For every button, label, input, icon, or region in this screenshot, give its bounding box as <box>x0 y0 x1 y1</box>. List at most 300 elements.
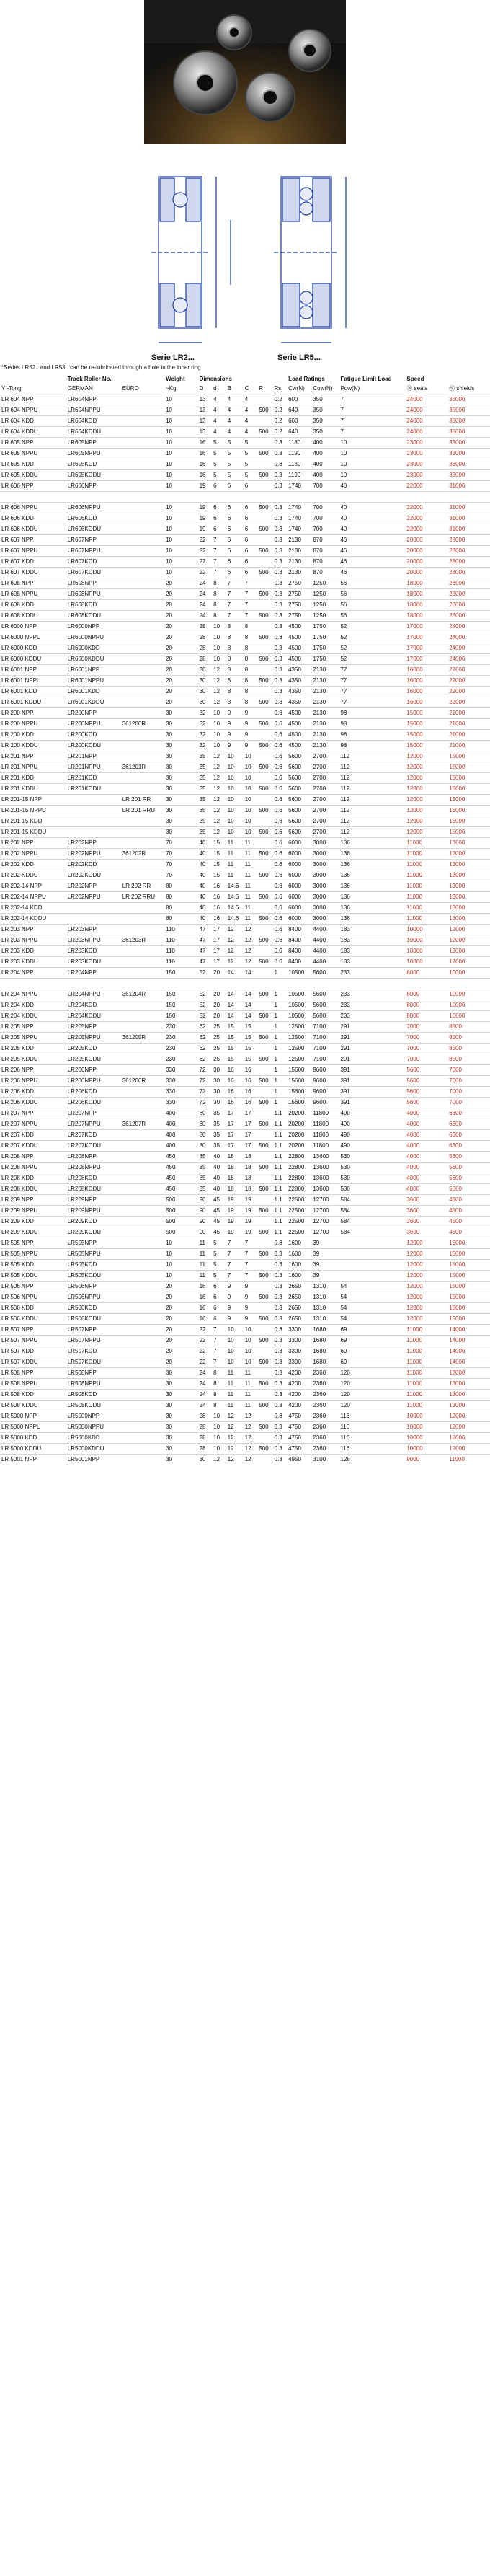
cell-cw: 22500 <box>287 1216 311 1227</box>
cell-german <box>66 491 121 502</box>
col-group-speed: Speed <box>406 375 424 382</box>
cell-b: 18 <box>226 1183 244 1194</box>
cell-speed-shields: 15000 <box>447 805 490 816</box>
cell-euro <box>121 394 164 405</box>
cell-d-inner: 30 <box>212 1086 226 1097</box>
cell-german: LR5000KDD <box>66 1432 121 1443</box>
cell-d-outer: 22 <box>198 534 213 545</box>
cell-german: LR604NPPU <box>66 405 121 415</box>
cell-weight: 230 <box>164 1021 198 1032</box>
cell-euro: 361206R <box>121 1075 164 1086</box>
cell-rs: 0.3 <box>273 1259 288 1270</box>
cell-speed-shields: 22000 <box>447 686 490 697</box>
cell-pow: 112 <box>339 762 405 772</box>
cell-r <box>257 513 272 524</box>
cell-cow: 5600 <box>311 989 339 1000</box>
cell-d-inner: 10 <box>212 643 226 653</box>
cell-euro: 361207R <box>121 1119 164 1129</box>
cell-b: 16 <box>226 1097 244 1108</box>
cell-speed-seals: 5600 <box>405 1086 447 1097</box>
cell-speed-shields: 28000 <box>447 545 490 556</box>
cell-c: 7 <box>244 1259 258 1270</box>
cell-b: 10 <box>226 794 244 805</box>
cell-pow <box>339 1270 405 1281</box>
cell-pow: 490 <box>339 1119 405 1129</box>
cell-pow: 98 <box>339 718 405 729</box>
cell-rs: 0.2 <box>273 426 288 437</box>
cell-euro <box>121 545 164 556</box>
cell-german: LR604NPP <box>66 394 121 405</box>
cell-b <box>226 491 244 502</box>
cell-b: 12 <box>226 1432 244 1443</box>
cell-c: 5 <box>244 437 258 448</box>
cell-weight: 30 <box>164 740 198 751</box>
cell-d-outer: 72 <box>198 1086 213 1097</box>
cell-rs: 0.6 <box>273 751 288 762</box>
cell-d-outer: 11 <box>198 1238 213 1248</box>
cell-speed-seals: 5600 <box>405 1064 447 1075</box>
cell-yitong: LR 507 NPP <box>0 1324 66 1335</box>
cell-euro <box>121 1324 164 1335</box>
cell-speed-seals: 11000 <box>405 881 447 891</box>
cell-r <box>257 794 272 805</box>
cell-weight: 30 <box>164 1400 198 1411</box>
cell-b: 18 <box>226 1151 244 1162</box>
cell-r: 500 <box>257 469 272 480</box>
cell-r <box>257 599 272 610</box>
cell-r: 500 <box>257 1400 272 1411</box>
cell-d-outer: 19 <box>198 524 213 534</box>
cell-d-outer: 30 <box>198 686 213 697</box>
cell-rs: 0.3 <box>273 1411 288 1421</box>
cell-d-inner: 40 <box>212 1183 226 1194</box>
cell-yitong: LR 605 KDD <box>0 459 66 469</box>
table-row <box>0 664 490 675</box>
cell-b: 15 <box>226 1054 244 1064</box>
cell-cow: 11800 <box>311 1108 339 1119</box>
cell-d-outer: 24 <box>198 578 213 588</box>
cell-pow: 56 <box>339 599 405 610</box>
cell-d-outer: 24 <box>198 1378 213 1389</box>
cell-euro <box>121 1173 164 1183</box>
cell-speed-seals: 12000 <box>405 1238 447 1248</box>
cell-d-inner: 8 <box>212 1389 226 1400</box>
cell-yitong: LR 508 KDD <box>0 1389 66 1400</box>
cell-cow: 3000 <box>311 870 339 881</box>
cell-speed-shields: 12000 <box>447 945 490 956</box>
cell-b: 6 <box>226 545 244 556</box>
cell-cow: 700 <box>311 513 339 524</box>
cell-speed-shields: 15000 <box>447 1270 490 1281</box>
table-row <box>0 459 490 469</box>
cell-d-outer: 32 <box>198 707 213 718</box>
cell-cw: 12500 <box>287 1021 311 1032</box>
cell-d-outer: 35 <box>198 816 213 826</box>
cell-b: 18 <box>226 1173 244 1183</box>
cell-d-outer: 22 <box>198 1346 213 1357</box>
cell-euro <box>121 707 164 718</box>
cell-weight: 30 <box>164 1367 198 1378</box>
table-row <box>0 1064 490 1075</box>
cell-rs: 0.3 <box>273 1292 288 1302</box>
cell-c: 10 <box>244 805 258 816</box>
table-row <box>0 643 490 653</box>
cell-c: 11 <box>244 891 258 902</box>
cell-d-inner: 45 <box>212 1205 226 1216</box>
cell-pow: 291 <box>339 1032 405 1043</box>
cell-d-outer: 40 <box>198 902 213 913</box>
cell-d-outer: 28 <box>198 643 213 653</box>
cell-r: 500 <box>257 1227 272 1238</box>
cell-yitong: LR 5000 NPPU <box>0 1421 66 1432</box>
cell-d-inner: 12 <box>212 762 226 772</box>
cell-euro <box>121 1346 164 1357</box>
cell-c: 7 <box>244 1238 258 1248</box>
table-row <box>0 448 490 459</box>
cell-d-outer: 16 <box>198 1281 213 1292</box>
cell-speed-seals: 16000 <box>405 686 447 697</box>
cell-weight: 110 <box>164 945 198 956</box>
cell-b: 6 <box>226 556 244 567</box>
cell-yitong: LR 604 KDDU <box>0 426 66 437</box>
cell-pow: 10 <box>339 469 405 480</box>
cell-yitong: LR 202 NPPU <box>0 848 66 859</box>
cell-cow: 3000 <box>311 891 339 902</box>
cell-pow: 584 <box>339 1205 405 1216</box>
cell-r <box>257 967 272 978</box>
cell-euro <box>121 469 164 480</box>
table-row <box>0 1021 490 1032</box>
cell-yitong: LR 607 KDD <box>0 556 66 567</box>
cell-speed-seals: 24000 <box>405 394 447 405</box>
cell-d-outer: 40 <box>198 881 213 891</box>
cell-pow: 530 <box>339 1162 405 1173</box>
cell-r: 500 <box>257 1378 272 1389</box>
cell-euro <box>121 816 164 826</box>
cell-german: LR204KDD <box>66 1000 121 1010</box>
cell-cow: 2360 <box>311 1411 339 1421</box>
cell-d-inner: 4 <box>212 405 226 415</box>
cell-weight: 70 <box>164 848 198 859</box>
cell-yitong: LR 605 NPPU <box>0 448 66 459</box>
table-row <box>0 1443 490 1454</box>
cell-cw: 12500 <box>287 1043 311 1054</box>
cell-c: 6 <box>244 545 258 556</box>
cell-rs <box>273 491 288 502</box>
cell-yitong: LR 6000 KDD <box>0 643 66 653</box>
cell-speed-seals: 17000 <box>405 643 447 653</box>
cell-c: 10 <box>244 1357 258 1367</box>
cell-r <box>257 772 272 783</box>
cell-cow: 2360 <box>311 1367 339 1378</box>
cell-d-outer: 80 <box>198 1129 213 1140</box>
cell-rs: 0.3 <box>273 1357 288 1367</box>
cell-d-outer: 24 <box>198 610 213 621</box>
cell-yitong <box>0 491 66 502</box>
cell-b: 10 <box>226 1357 244 1367</box>
cell-weight: 30 <box>164 1421 198 1432</box>
cell-speed-seals: 24000 <box>405 415 447 426</box>
cell-pow: 116 <box>339 1432 405 1443</box>
table-row <box>0 1357 490 1367</box>
cell-euro <box>121 1335 164 1346</box>
cell-yitong: LR 5000 KDD <box>0 1432 66 1443</box>
cell-speed-seals: 10000 <box>405 924 447 935</box>
cell-german: LR208NPPU <box>66 1162 121 1173</box>
cell-cow: 4400 <box>311 956 339 967</box>
cell-c: 11 <box>244 837 258 848</box>
cell-c: 12 <box>244 945 258 956</box>
drawing-label-lr2: Serie LR2... <box>151 353 195 362</box>
cell-speed-shields: 13000 <box>447 1389 490 1400</box>
cell-weight: 10 <box>164 426 198 437</box>
cell-rs: 0.3 <box>273 1443 288 1454</box>
cell-speed-shields: 15000 <box>447 1281 490 1292</box>
product-photo <box>144 0 346 144</box>
cell-pow: 291 <box>339 1043 405 1054</box>
cell-r <box>257 1238 272 1248</box>
cell-d-inner: 5 <box>212 1238 226 1248</box>
cell-rs: 0.6 <box>273 718 288 729</box>
cell-c: 9 <box>244 1313 258 1324</box>
cell-speed-shields: 31000 <box>447 480 490 491</box>
cell-cow: 2130 <box>311 686 339 697</box>
col-b: B <box>226 384 244 394</box>
cell-german: LR605KDD <box>66 459 121 469</box>
cell-euro <box>121 643 164 653</box>
cell-weight: 450 <box>164 1151 198 1162</box>
cell-pow: 77 <box>339 675 405 686</box>
cell-weight: 30 <box>164 718 198 729</box>
cell-speed-shields <box>447 978 490 989</box>
cell-weight: 30 <box>164 783 198 794</box>
cell-d-inner: 35 <box>212 1108 226 1119</box>
cell-euro <box>121 621 164 632</box>
cell-d-inner: 6 <box>212 1313 226 1324</box>
cell-german: LR506NPPU <box>66 1292 121 1302</box>
cell-d-inner: 12 <box>212 805 226 816</box>
cell-d-inner: 7 <box>212 1335 226 1346</box>
cell-cw: 6000 <box>287 848 311 859</box>
cell-weight: 10 <box>164 556 198 567</box>
cell-c: 11 <box>244 1400 258 1411</box>
cell-pow: 112 <box>339 783 405 794</box>
cell-d-inner: 8 <box>212 1378 226 1389</box>
cell-r <box>257 1281 272 1292</box>
cell-german: LR6001KDDU <box>66 697 121 707</box>
cell-german: LR204NPP <box>66 967 121 978</box>
cell-speed-shields: 15000 <box>447 783 490 794</box>
cell-rs: 0.3 <box>273 643 288 653</box>
table-row <box>0 426 490 437</box>
cell-rs: 1.1 <box>273 1183 288 1194</box>
cell-speed-seals: 10000 <box>405 1411 447 1421</box>
cell-weight: 150 <box>164 1010 198 1021</box>
drawing-lr5 <box>274 177 346 343</box>
cell-speed-seals: 4000 <box>405 1129 447 1140</box>
cell-speed-shields: 33000 <box>447 437 490 448</box>
cell-d-outer: 22 <box>198 567 213 578</box>
cell-euro: 361201R <box>121 762 164 772</box>
table-row <box>0 1043 490 1054</box>
cell-c: 8 <box>244 675 258 686</box>
cell-c: 12 <box>244 956 258 967</box>
cell-d-inner: 12 <box>212 826 226 837</box>
table-row <box>0 1292 490 1302</box>
cell-b: 14 <box>226 989 244 1000</box>
cell-rs: 0.3 <box>273 1378 288 1389</box>
cell-d-outer: 28 <box>198 621 213 632</box>
cell-german: LR607KDDU <box>66 567 121 578</box>
cell-pow: 530 <box>339 1173 405 1183</box>
cell-weight: 10 <box>164 480 198 491</box>
cell-cow: 7100 <box>311 1021 339 1032</box>
cell-rs: 0.6 <box>273 783 288 794</box>
cell-c: 4 <box>244 426 258 437</box>
cell-euro <box>121 1054 164 1064</box>
cell-pow: 291 <box>339 1054 405 1064</box>
cell-speed-shields: 13000 <box>447 859 490 870</box>
cell-d-outer: 80 <box>198 1119 213 1129</box>
cell-cw <box>287 978 311 989</box>
cell-speed-seals: 11000 <box>405 1378 447 1389</box>
cell-cow: 400 <box>311 448 339 459</box>
cell-german: LR200KDDU <box>66 740 121 751</box>
cell-r: 500 <box>257 653 272 664</box>
cell-rs: 0.6 <box>273 772 288 783</box>
cell-speed-seals: 7000 <box>405 1032 447 1043</box>
cell-german: LR209KDD <box>66 1216 121 1227</box>
cell-c: 11 <box>244 1367 258 1378</box>
cell-b: 7 <box>226 1259 244 1270</box>
cell-c: 6 <box>244 480 258 491</box>
cell-d-outer: 47 <box>198 945 213 956</box>
cell-pow: 98 <box>339 740 405 751</box>
cell-d-outer <box>198 491 213 502</box>
cell-d-outer <box>198 978 213 989</box>
cell-c: 10 <box>244 1335 258 1346</box>
cell-r: 500 <box>257 989 272 1000</box>
cell-pow: 183 <box>339 924 405 935</box>
cell-cw: 4750 <box>287 1421 311 1432</box>
cell-yitong: LR 209 NPPU <box>0 1205 66 1216</box>
cell-speed-shields: 31000 <box>447 524 490 534</box>
cell-cow: 2360 <box>311 1389 339 1400</box>
cell-speed-shields: 12000 <box>447 924 490 935</box>
table-row <box>0 859 490 870</box>
cell-b: 11 <box>226 870 244 881</box>
table-row <box>0 1151 490 1162</box>
cell-r: 500 <box>257 1313 272 1324</box>
cell-d-inner: 16 <box>212 902 226 913</box>
cell-d-inner: 4 <box>212 415 226 426</box>
cell-speed-seals: 23000 <box>405 469 447 480</box>
cell-cow: 3000 <box>311 837 339 848</box>
cell-cw: 4500 <box>287 621 311 632</box>
table-row <box>0 437 490 448</box>
cell-german: LR202NPP <box>66 881 121 891</box>
cell-german: LR6001NPP <box>66 664 121 675</box>
cell-d-inner: 17 <box>212 945 226 956</box>
cell-pow: 56 <box>339 588 405 599</box>
cell-speed-seals: 11000 <box>405 1400 447 1411</box>
cell-yitong: LR 206 KDD <box>0 1086 66 1097</box>
cell-pow: 136 <box>339 881 405 891</box>
cell-r <box>257 686 272 697</box>
cell-cow: 2700 <box>311 816 339 826</box>
cell-rs: 1 <box>273 1075 288 1086</box>
cell-b: 9 <box>226 718 244 729</box>
table-row <box>0 924 490 935</box>
cell-euro <box>121 1313 164 1324</box>
cell-cow: 870 <box>311 567 339 578</box>
cell-yitong: LR 604 NPP <box>0 394 66 405</box>
cell-german: LR505NPPU <box>66 1248 121 1259</box>
table-row <box>0 1227 490 1238</box>
cell-cow: 1250 <box>311 588 339 599</box>
cell-weight: 30 <box>164 816 198 826</box>
cell-euro <box>121 1227 164 1238</box>
cell-cw: 5600 <box>287 772 311 783</box>
cell-cw: 1740 <box>287 480 311 491</box>
cell-speed-shields: 35000 <box>447 405 490 415</box>
cell-speed-shields: 15000 <box>447 1302 490 1313</box>
cell-b: 9 <box>226 1302 244 1313</box>
cell-weight: 20 <box>164 621 198 632</box>
cell-d-outer: 13 <box>198 394 213 405</box>
cell-german: LR204NPPU <box>66 989 121 1000</box>
table-row <box>0 1248 490 1259</box>
table-row <box>0 1119 490 1129</box>
cell-cw: 6000 <box>287 859 311 870</box>
cell-cow: 1750 <box>311 643 339 653</box>
cell-d-inner: 17 <box>212 956 226 967</box>
cell-c: 18 <box>244 1173 258 1183</box>
cell-c: 10 <box>244 772 258 783</box>
cell-speed-shields: 15000 <box>447 1313 490 1324</box>
cell-rs: 1 <box>273 1097 288 1108</box>
cell-c: 14 <box>244 1000 258 1010</box>
cell-yitong: LR 208 KDD <box>0 1173 66 1183</box>
cell-german: LR5000NPP <box>66 1411 121 1421</box>
cell-pow: 46 <box>339 545 405 556</box>
bearing-image <box>216 14 252 50</box>
cell-d-outer: 22 <box>198 1357 213 1367</box>
cell-pow: 112 <box>339 826 405 837</box>
cell-cow: 4400 <box>311 935 339 945</box>
cell-speed-shields: 35000 <box>447 426 490 437</box>
cell-german: LR508KDDU <box>66 1400 121 1411</box>
table-row <box>0 848 490 859</box>
cell-speed-seals: 15000 <box>405 718 447 729</box>
cell-rs: 1 <box>273 1032 288 1043</box>
cell-yitong: LR 206 KDDU <box>0 1097 66 1108</box>
table-row <box>0 1378 490 1389</box>
cell-d-inner <box>212 978 226 989</box>
cell-b: 19 <box>226 1216 244 1227</box>
cell-d-inner: 12 <box>212 783 226 794</box>
cell-cw: 6000 <box>287 870 311 881</box>
cell-speed-seals: 12000 <box>405 1259 447 1270</box>
cell-c: 9 <box>244 1302 258 1313</box>
cell-rs: 0.6 <box>273 740 288 751</box>
cell-cw: 15600 <box>287 1064 311 1075</box>
cell-rs: 0.2 <box>273 405 288 415</box>
cell-yitong: LR 201 NPPU <box>0 762 66 772</box>
table-row <box>0 718 490 729</box>
cell-german: LR209NPPU <box>66 1205 121 1216</box>
cell-r: 500 <box>257 718 272 729</box>
